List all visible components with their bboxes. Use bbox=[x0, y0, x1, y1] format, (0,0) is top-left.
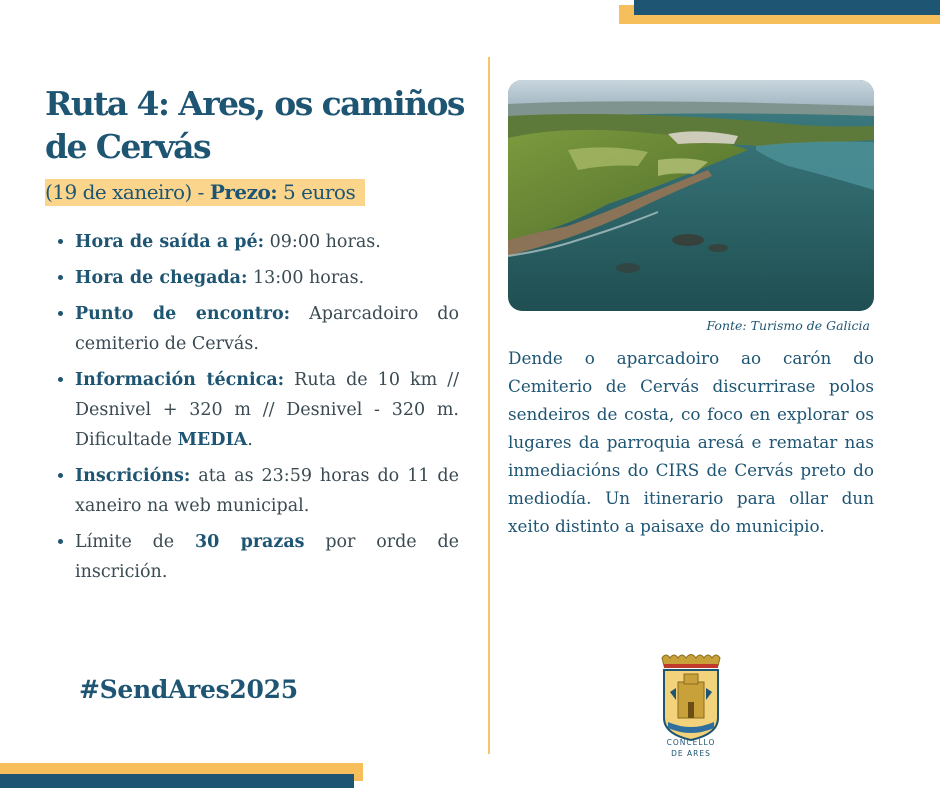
detail-departure bbox=[75, 227, 459, 257]
logo-line-2: DE ARES bbox=[671, 749, 711, 758]
technical-label: Información técnica: bbox=[75, 370, 285, 390]
departure-label: Hora de saída a pé: bbox=[75, 232, 265, 252]
detail-registration bbox=[75, 461, 459, 521]
route-description: Dende o aparcadoiro ao carón do Cemiterio de Cervás discurrirase polos sendeiros de costa, co foco en explorar os lugares da parroquia aresá e rematar nas inmediacións do CIRS de Cervás preto do mediodía. Un itinerario para ollar dun xeito distinto a paisaxe do municipio. bbox=[508, 348, 874, 536]
route-details-list bbox=[45, 227, 459, 593]
limit-post: por orde de inscrición. bbox=[75, 532, 460, 582]
technical-value: Ruta de 10 km // Desnivel + 320 m // Desnivel - 320 m. Dificultade bbox=[75, 370, 459, 450]
photo-caption: Fonte: Turismo de Galicia bbox=[706, 318, 870, 333]
top-navy-bar bbox=[634, 0, 940, 15]
arrival-label: Hora de chegada: bbox=[75, 268, 248, 288]
registration-label: Inscricións: bbox=[75, 466, 191, 486]
departure-value: 09:00 horas. bbox=[264, 232, 381, 252]
detail-limit bbox=[75, 527, 459, 587]
limit-places: 30 prazas bbox=[194, 532, 305, 552]
detail-arrival bbox=[75, 263, 459, 293]
technical-end: . bbox=[247, 430, 253, 450]
arrival-value: 13:00 horas. bbox=[247, 268, 365, 288]
detail-technical-info bbox=[75, 365, 459, 455]
registration-value: ata as 23:59 horas do 11 de xaneiro na web municipal. bbox=[75, 466, 459, 516]
hashtag: #SendAres2025 bbox=[79, 675, 298, 704]
route-date: (19 de xaneiro) - bbox=[45, 180, 210, 204]
coast-aerial-photo bbox=[508, 80, 874, 311]
meeting-label: Punto de encontro: bbox=[75, 304, 291, 324]
logo-line-1: CONCELLO bbox=[666, 738, 716, 747]
limit-pre: Límite de bbox=[75, 532, 195, 552]
route-title: Ruta 4: Ares, os camiños de Cervás bbox=[45, 84, 464, 166]
date-price-banner bbox=[45, 179, 365, 206]
bottom-navy-bar bbox=[0, 774, 354, 788]
price-value: 5 euros bbox=[277, 180, 356, 204]
price-label: Prezo: bbox=[209, 180, 278, 204]
detail-meeting-point bbox=[75, 299, 459, 359]
meeting-value: Aparcadoiro do cemiterio de Cervás. bbox=[75, 304, 459, 354]
difficulty-value: MEDIA bbox=[177, 430, 248, 450]
column-divider bbox=[488, 57, 490, 754]
